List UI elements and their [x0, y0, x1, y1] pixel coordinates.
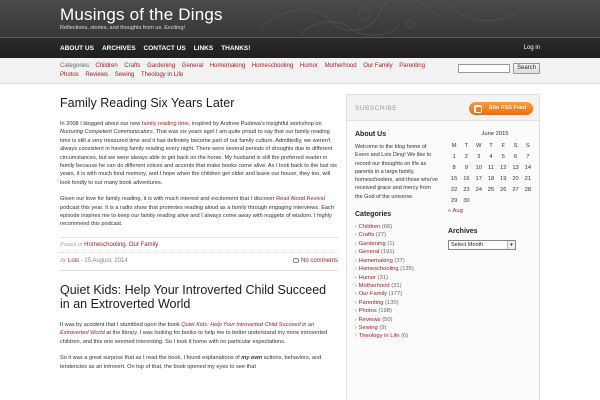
category-name[interactable]: Children [358, 224, 381, 231]
catbar-photos[interactable]: Photos [60, 72, 79, 78]
weekday-label: M [451, 142, 457, 149]
site-header [0, 0, 600, 58]
calendar-day: 30 [463, 197, 470, 204]
catbar-homeschooling[interactable]: Homeschooling [251, 63, 294, 69]
comment-bubble-icon [293, 258, 299, 263]
calendar-day: 13 [512, 164, 519, 171]
post-title[interactable]: Family Reading Six Years Later [60, 96, 235, 110]
chevron-right-icon: › [355, 274, 357, 281]
category-name[interactable]: Homeschooling [358, 266, 399, 273]
calendar-day [509, 195, 521, 206]
calendar-week [448, 195, 534, 206]
rss-button-label: Site RSS Feed [489, 105, 527, 111]
calendar-day: 5 [501, 153, 505, 160]
calendar-day: 6 [513, 153, 518, 160]
calendar-day: 24 [475, 186, 482, 193]
calendar-day: 21 [524, 175, 532, 182]
nav-about-us[interactable]: ABOUT US [60, 45, 94, 52]
category-name[interactable]: General [358, 249, 380, 256]
calendar-day [522, 195, 534, 206]
search-input[interactable] [458, 64, 510, 73]
chevron-right-icon: › [355, 308, 357, 315]
post-family-reading [60, 96, 338, 271]
post-emphasis: my own [241, 355, 263, 362]
category-item[interactable] [355, 307, 439, 315]
category-name[interactable]: Humor [358, 274, 377, 281]
category-item[interactable] [355, 248, 439, 256]
calendar-day: 22 [450, 186, 458, 193]
category-name[interactable]: Our Family [358, 291, 388, 298]
posted-in-label: Posted in [60, 241, 83, 248]
category-count: (31) [391, 282, 402, 289]
categories-bar-label: Categories: [60, 63, 91, 69]
post-paragraph [60, 321, 338, 346]
rss-feed-button[interactable] [469, 102, 533, 115]
chevron-down-icon: ▾ [507, 241, 515, 249]
post-body [60, 120, 338, 229]
calendar-day: 18 [487, 175, 495, 182]
calendar-prev-month-link[interactable]: « Aug [448, 208, 463, 214]
categories-bar-list [60, 62, 440, 80]
calendar-day: 9 [464, 164, 469, 171]
calendar-day: 7 [526, 153, 530, 160]
chevron-right-icon: › [355, 282, 357, 289]
category-item[interactable] [355, 274, 439, 282]
calendar-day: 23 [463, 186, 470, 193]
calendar-weekdays [448, 140, 534, 151]
calendar-day: 4 [489, 153, 493, 160]
family-reading-time-link[interactable]: family reading time [141, 121, 189, 127]
category-count: (130) [385, 299, 399, 306]
post-divider [60, 270, 338, 271]
by-label: By [60, 257, 67, 264]
category-name[interactable]: Photos [358, 308, 377, 315]
category-item[interactable] [355, 299, 439, 307]
category-item[interactable] [355, 231, 439, 239]
calendar-week [448, 173, 534, 184]
calendar-day: 28 [524, 186, 532, 193]
calendar-table [448, 140, 534, 206]
catbar-crafts[interactable]: Crafts [124, 63, 141, 69]
category-count: (191) [380, 249, 395, 256]
category-item[interactable] [355, 316, 439, 324]
category-count: (66) [381, 224, 393, 231]
categories-heading: Categories [355, 211, 392, 219]
chevron-right-icon: › [355, 333, 357, 340]
category-item[interactable] [355, 282, 439, 290]
site-description: Reflections, stories, and thoughts from us. Exciting! [60, 25, 186, 31]
category-count: (27) [375, 232, 387, 239]
post-title[interactable]: Quiet Kids: Help Your Introverted Child Succeed in an Extroverted World [60, 282, 327, 311]
chevron-right-icon: › [355, 224, 357, 231]
post-paragraph [60, 120, 338, 187]
catbar-children[interactable]: Children [95, 63, 118, 69]
sidebar [346, 94, 540, 400]
post-text: at the library. I was looking for books to help me to better understand my more introverted children, and this one seemed interesting. So I took it home with no particular expectations. [60, 330, 328, 345]
subscribe-label: SUBSCRIBE [355, 105, 398, 112]
category-name[interactable]: Gardening [358, 240, 386, 247]
post-text: podcast this year. It is a radio show that promotes reading aloud as a family through engaging interviews. Each episode inspires me to keep our family reading alive and I always come away with nuggets of wisdom. I highly recommend this podcast. [60, 204, 334, 228]
category-count: (31) [377, 274, 389, 281]
calendar-day: 17 [475, 175, 482, 182]
calendar-day: 3 [477, 153, 481, 160]
login-link[interactable]: Log in [523, 45, 540, 51]
category-item[interactable] [355, 240, 439, 248]
calendar-day: 27 [512, 186, 519, 193]
calendar-day: 25 [487, 186, 495, 193]
weekday-label: T [464, 142, 469, 149]
post-text: In 2008 I blogged about our new [60, 121, 142, 127]
weekday-label: F [501, 142, 506, 149]
comments-link[interactable] [293, 258, 338, 264]
weekday-label: S [513, 142, 518, 149]
post-date: - 25 August, 2014 [79, 257, 128, 264]
calendar-week [448, 151, 534, 162]
top-navigation [0, 37, 600, 58]
chevron-right-icon: › [355, 291, 357, 298]
sidebar-right-column [448, 131, 534, 250]
search-button[interactable]: Search [513, 63, 540, 74]
calendar-day: 19 [500, 175, 507, 182]
catbar-sewing[interactable]: Sewing [114, 72, 135, 78]
category-item[interactable] [355, 223, 439, 231]
post-paragraph [60, 354, 338, 371]
calendar-day: 14 [524, 164, 532, 171]
calendar-day: 26 [500, 186, 507, 193]
post-footer [60, 252, 338, 266]
calendar-day: 1 [452, 153, 456, 160]
category-item[interactable] [355, 324, 439, 332]
post-category-our-family[interactable]: Our Family [128, 241, 159, 248]
category-count: (6) [401, 333, 409, 340]
catbar-theology-in-life[interactable]: Theology in Life [140, 72, 184, 78]
catbar-parenting[interactable]: Parenting [399, 63, 425, 69]
category-name[interactable]: Crafts [358, 232, 375, 239]
archives-select-value: Select Month [451, 242, 484, 248]
calendar-day: 8 [452, 164, 456, 171]
categories-bar [0, 58, 600, 84]
top-menu [60, 45, 258, 52]
weekday-label: W [475, 142, 482, 149]
calendar-day: 10 [475, 164, 482, 171]
site-title[interactable]: Musings of the Dings [60, 5, 223, 24]
chevron-right-icon: › [355, 249, 357, 256]
calendar-week [448, 162, 534, 173]
calendar-day [485, 195, 497, 206]
archives-heading: Archives [448, 228, 478, 235]
chevron-right-icon: › [355, 299, 357, 306]
quiet-kids-book-link[interactable]: Quiet Kids: Help Your Introverted Child Succeed in an Extroverted World [60, 321, 315, 337]
comments-count: No comments [300, 257, 338, 264]
post-text: , inspired by Andrew Pudewa's insightful workshop on [188, 121, 322, 127]
post-paragraph [60, 195, 338, 229]
subscribe-bar [347, 95, 539, 121]
calendar-day: 2 [464, 153, 469, 160]
post-text: . That was six years ago! I am quite proud to say that our family reading time is still a very treasured time and it has definitely become part of our family culture. Admittedly, we weren't always consistent in having family reading every night. There were several periods of droughts due to different circumstances, but we were always able to get back on the horse. My husband is still the preferred reader in family because he can do different voices and accents that make books come alive. As I look back to the last six years, it is with much fond memory, and I hope when the children get older and leave our house, they too, will look fondly to our many book adventures. [60, 129, 337, 186]
calendar-day [473, 195, 485, 206]
category-name[interactable]: Parenting [358, 299, 384, 306]
post-text: actions, behaviors, and tendencies as an introvert. On top of that, the book opened my eyes to see that [60, 355, 322, 370]
rss-icon [474, 105, 482, 113]
category-item[interactable] [355, 332, 439, 340]
category-name[interactable]: Theology in Life [358, 333, 400, 340]
calendar-day: 12 [500, 164, 507, 171]
category-count: (9) [379, 324, 387, 331]
category-count: (1) [387, 240, 395, 247]
category-item[interactable] [355, 265, 439, 273]
chevron-right-icon: › [355, 324, 357, 331]
catbar-motherhood[interactable]: Motherhood [324, 63, 357, 69]
calendar-caption: June 2015 [481, 131, 509, 137]
calendar-widget [448, 131, 534, 214]
chevron-right-icon: › [355, 316, 357, 323]
category-name[interactable]: Homemaking [358, 257, 393, 264]
chevron-right-icon: › [355, 257, 357, 264]
calendar-day: 11 [487, 164, 494, 171]
category-name[interactable]: Reviews [358, 316, 381, 323]
weekday-label: T [489, 142, 493, 149]
calendar-day: 15 [450, 175, 458, 182]
read-aloud-revival-link[interactable]: Read Aloud Revival [276, 196, 325, 203]
nav-thanks[interactable]: THANKS! [221, 45, 251, 52]
nav-archives[interactable]: ARCHIVES [101, 45, 136, 52]
sidebar-left-column [355, 131, 439, 341]
post-text: It was by accident that I stumbled upon the book [60, 321, 182, 328]
catbar-reviews[interactable]: Reviews [85, 72, 109, 78]
post-category-homeschooling[interactable]: Homeschooling [84, 241, 126, 248]
post-body [60, 321, 338, 371]
calendar-day: 29 [450, 197, 458, 204]
post-quiet-kids [60, 283, 338, 371]
chevron-right-icon: › [355, 266, 357, 273]
post-meta: Posted in Homeschooling, Our Family [60, 237, 338, 248]
category-name[interactable]: Sewing [358, 324, 378, 331]
category-count: (37) [394, 257, 405, 264]
post-text: So it was a great surprise that as I read the book, I found explanations of [60, 355, 242, 362]
nav-links[interactable]: LINKS [193, 45, 214, 52]
catbar-our-family[interactable]: Our Family [363, 63, 393, 69]
about-us-heading: About Us [355, 131, 387, 138]
nav-contact-us[interactable]: CONTACT US [143, 45, 186, 52]
catbar-general[interactable]: General [181, 63, 204, 69]
post-author-link[interactable]: Lois [68, 257, 80, 264]
calendar-day [497, 195, 509, 206]
chevron-right-icon: › [355, 240, 357, 247]
category-item[interactable] [355, 290, 439, 298]
catbar-humor[interactable]: Humor [299, 63, 318, 69]
calendar-week [448, 184, 534, 195]
catbar-homemaking[interactable]: Homemaking [209, 63, 246, 69]
category-name[interactable]: Motherhood [358, 282, 390, 289]
about-us-text: Welcome to the blog home of Evers and Lois Ding! We like to record our thoughts on life as parents in a large family, homeschoolers, and those who've received grace and mercy from the God of the universe. [355, 144, 438, 200]
weekday-label: S [525, 142, 530, 149]
categories-list [355, 223, 439, 341]
category-count: (198) [378, 308, 392, 315]
chevron-right-icon: › [355, 232, 357, 239]
category-count: (177) [388, 291, 403, 298]
calendar-day: 16 [463, 175, 470, 182]
category-item[interactable] [355, 257, 439, 265]
post-text: Given our love for family reading, it is with much interest and excitement that I discover [60, 196, 277, 203]
catbar-gardening[interactable]: Gardening [147, 63, 176, 69]
calendar-day: 20 [512, 175, 519, 182]
category-count: (135) [400, 266, 414, 273]
post-emphasis: Nurturing Competent Communicators [60, 129, 153, 136]
archives-month-select[interactable] [448, 240, 516, 250]
main-content [60, 84, 338, 379]
category-count: (50) [382, 316, 393, 323]
